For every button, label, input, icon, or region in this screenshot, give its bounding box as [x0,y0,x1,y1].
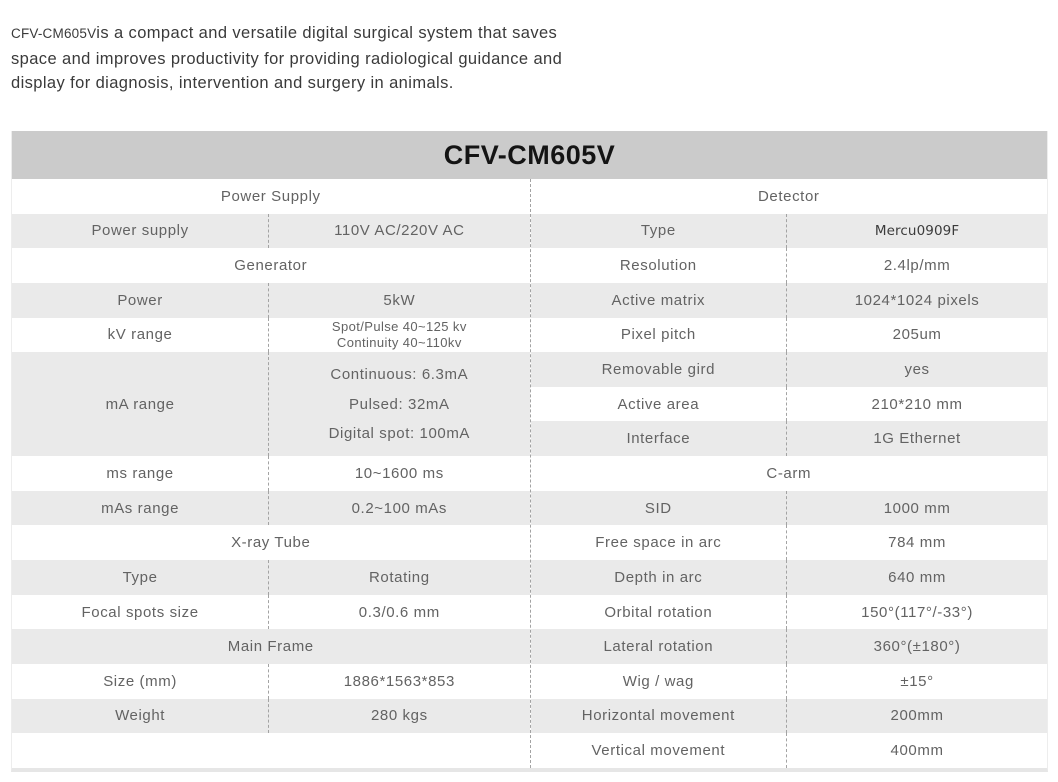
row-label: Active area [617,395,700,413]
empty-filler-row [12,733,530,768]
row-label: Power supply [91,222,189,240]
intro-line-2: space and improves productivity for providing radiological guidance and [11,49,563,68]
row-value-line: Continuity 40~110kv [336,334,462,350]
row-label: Type [640,222,676,240]
row-value [268,318,529,353]
row-value: 360°(±180°) [786,629,1047,664]
row-value-line: Digital spot: 100mA [328,424,471,442]
row-label: Weight [115,707,166,725]
row-value: 0.3/0.6 mm [268,595,529,630]
row-label: Focal spots size [81,603,199,621]
intro-paragraph [11,21,651,96]
row-label: Vertical movement [591,742,726,760]
table-row-sid [531,491,1048,526]
row-label: Size (mm) [103,672,177,690]
table-row-size [12,664,530,699]
row-value: 5kW [268,283,529,318]
row-label: mA range [105,395,175,413]
table-row-interface [531,421,1048,456]
table-row-power-supply [12,214,530,249]
section-label: Power Supply [220,187,321,205]
row-value: 1G Ethernet [786,421,1047,456]
intro-line-1: is a compact and versatile digital surgical system that saves [96,24,558,42]
row-value-line: Spot/Pulse 40~125 kv [331,319,467,335]
row-label: Resolution [619,257,697,275]
row-label: Free space in arc [595,534,722,552]
row-value: 0.2~100 mAs [268,491,529,526]
row-label: Active matrix [611,291,706,309]
table-row-focal-spots [12,595,530,630]
row-label: Depth in arc [614,568,703,586]
row-label: mAs range [101,499,180,517]
row-value: 150°(117°/-33°) [786,595,1047,630]
spec-table [11,131,1048,772]
table-row-ms-range [12,456,530,491]
section-row-detector [531,179,1048,214]
table-row-free-space [531,525,1048,560]
row-label: Orbital rotation [604,603,713,621]
row-value: 2.4lp/mm [786,248,1047,283]
table-row-lateral-rotation [531,629,1048,664]
row-value: 10~1600 ms [268,456,529,491]
row-value: Rotating [268,560,529,595]
row-value: 205um [786,318,1047,353]
row-label: Wig / wag [622,672,694,690]
table-row-resolution [531,248,1048,283]
row-value: 210*210 mm [786,387,1047,422]
section-row-main-frame [12,629,530,664]
section-label: Generator [234,257,308,275]
row-value: 640 mm [786,560,1047,595]
row-label: Pixel pitch [620,326,696,344]
table-row-power [12,283,530,318]
section-label: Main Frame [227,638,314,656]
table-row-tube-type [12,560,530,595]
table-row-active-matrix [531,283,1048,318]
table-row-vertical-movement [531,733,1048,768]
table-row-detector-type [531,214,1048,249]
table-row-wig-wag [531,664,1048,699]
row-label: Interface [626,430,691,448]
table-row-removable-gird [531,352,1048,387]
left-column [12,179,530,768]
row-label: Horizontal movement [581,707,735,725]
row-value: 280 kgs [268,699,529,734]
section-row-power-supply [12,179,530,214]
row-value: ±15° [786,664,1047,699]
table-row-weight [12,699,530,734]
row-value: 400mm [786,733,1047,768]
row-value: Mercu0909F [786,214,1047,249]
row-label: Power [117,291,163,309]
section-row-xray-tube [12,525,530,560]
intro-line-3: display for diagnosis, intervention and surgery in animals. [11,74,454,92]
row-label: Lateral rotation [603,638,714,656]
row-value: yes [786,352,1047,387]
right-column [530,179,1048,768]
row-value: 1886*1563*853 [268,664,529,699]
table-row-depth-in-arc [531,560,1048,595]
row-label: Removable gird [601,361,716,379]
section-row-c-arm [531,456,1048,491]
section-label: C-arm [766,464,812,482]
section-label: Detector [758,187,820,205]
row-value: 200mm [786,699,1047,734]
row-value: 1024*1024 pixels [786,283,1047,318]
row-label: ms range [106,464,174,482]
section-row-generator [12,248,530,283]
row-label: SID [644,499,672,517]
table-row-ma-range [12,352,530,456]
table-title: CFV-CM605V [12,131,1047,179]
row-value: 1000 mm [786,491,1047,526]
row-value: 784 mm [786,525,1047,560]
table-row-pixel-pitch [531,318,1048,353]
row-value-line: Continuous: 6.3mA [330,366,469,384]
section-label: X-ray Tube [231,534,311,552]
table-row-mas-range [12,491,530,526]
intro-model-name: CFV-CM605V [11,26,97,41]
table-row-horizontal-movement [531,699,1048,734]
row-label: kV range [107,326,173,344]
row-value: 110V AC/220V AC [268,214,529,249]
row-label: Type [122,568,158,586]
table-body [12,179,1047,768]
table-row-orbital-rotation [531,595,1048,630]
row-value [268,352,529,456]
table-row-kv-range [12,318,530,353]
table-row-active-area [531,387,1048,422]
row-value-line: Pulsed: 32mA [349,395,450,413]
